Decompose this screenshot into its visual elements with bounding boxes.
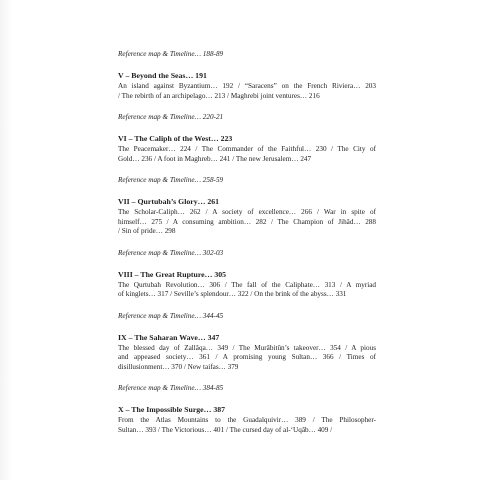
section-list-line: and appeased society… 361 / A promising young Sultan… 366 / Times of xyxy=(118,353,376,361)
section-list-line: / The rebirth of an archipelago… 213 / Maghrebi joint ventures… 216 xyxy=(118,91,320,100)
section-list-line: himself… 275 / A consuming ambition… 282 / The Champion of Jihâd… 288 xyxy=(118,217,376,226)
reference-map-timeline-link: Reference map & Timeline… 258-59 xyxy=(118,176,224,184)
section-list-line: From the Atlas Mountains to the Guadalquivir… 389 / The Philosopher- xyxy=(118,416,376,424)
chapter-title: VI – The Caliph of the West… 223 xyxy=(118,134,233,143)
section-list-line: / Sin of pride… 298 xyxy=(118,227,176,235)
reference-map-timeline-link: Reference map & Timeline… 344-45 xyxy=(118,311,224,320)
chapter-entry xyxy=(118,333,376,373)
chapter-title: VII – Qurtubah’s Glory… 261 xyxy=(118,197,220,206)
section-list-line: The Qurtubah Revolution… 306 / The fall of the Caliphate… 313 / A myriad xyxy=(118,280,376,289)
section-list-line: An island against Byzantium… 192 / “Saracens” on the French Riviera… 203 xyxy=(118,82,376,90)
chapter-entry xyxy=(118,197,376,237)
page-edge-shadow xyxy=(0,0,12,480)
section-list-line: The Scholar-Caliph… 262 / A society of excellence… 266 / War in spite of xyxy=(118,208,376,216)
section-list-line: Gold… 236 / A foot in Maghreb… 241 / The new Jerusalem… 247 xyxy=(118,154,312,163)
section-list-line: The Peacemaker… 224 / The Commander of the Faithful… 230 / The City of xyxy=(118,145,376,153)
chapter-title: VIII – The Great Rupture… 305 xyxy=(118,269,227,279)
chapter-entry xyxy=(118,71,376,101)
section-list-line: disillusionment… 370 / New taifas… 379 xyxy=(118,362,239,371)
table-of-contents xyxy=(118,50,376,447)
section-list-line: The blessed day of Zallâqa… 349 / The Murâbitûn’s takeover… 354 / A pious xyxy=(118,343,376,352)
chapter-entry xyxy=(118,270,376,300)
chapter-title: V – Beyond the Seas… 191 xyxy=(118,71,207,80)
reference-map-timeline-link: Reference map & Timeline… 302-03 xyxy=(118,248,224,257)
chapter-title: X – The Impossible Surge… 387 xyxy=(118,405,226,414)
chapter-title: IX – The Saharan Wave… 347 xyxy=(118,332,220,342)
section-list-line: Sultan… 393 / The Victorious… 401 / The cursed day of al-‘Uqâb… 409 / xyxy=(118,425,333,434)
reference-map-timeline-link: Reference map & Timeline… 384-85 xyxy=(118,384,224,392)
chapter-entry xyxy=(118,405,376,435)
reference-map-timeline-link: Reference map & Timeline… 220-21 xyxy=(118,113,224,121)
reference-map-timeline-link: Reference map & Timeline… 188-89 xyxy=(118,50,224,58)
chapter-entry xyxy=(118,134,376,164)
section-list-line: of kinglets… 317 / Seville’s splendour… 322 / On the brink of the abyss… 331 xyxy=(118,290,347,298)
